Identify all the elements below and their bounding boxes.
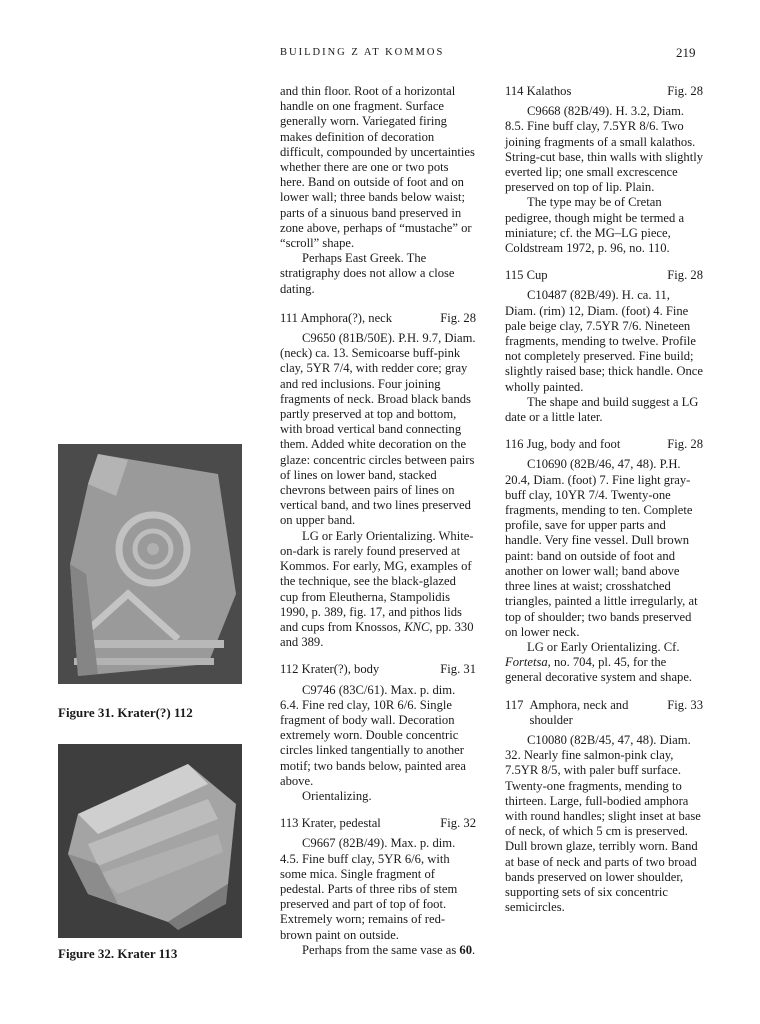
entry-title: Krater(?), body [301,662,380,677]
entry-fig-ref: Fig. 28 [667,268,703,283]
entry-112-description: C9746 (83C/61). Max. p. dim. 6.4. Fine red clay, 10R 6/6. Single fragment of body wall. Decoration extremely worn. Double concentric circles linked tangentially to another motif; two bands below, painted area above. [280,682,466,788]
entry-116-heading [505,437,703,452]
entry-114-heading [505,84,703,99]
entry-title: Amphora, neck and shoulder [529,697,629,727]
entry-number: 114 [505,84,524,98]
entry-112-note: Orientalizing. [302,788,372,803]
entry-fig-ref: Fig. 31 [440,662,476,677]
entry-number: 116 [505,437,524,452]
figure-32-photo [58,744,242,938]
entry-116-description: C10690 (82B/46, 47, 48). P.H. 20.4, Diam. (foot) 7. Fine light gray-buff clay, 10YR 7/4. Twenty-one fragments, mending to ten. Complete profile, save for upper parts and handle. Very fine vessel. Dull brown paint: band on outside of foot and another on lower wall; band above three lines at waist; crosshatched triangles, painted a little irregularly, at top of shoulder; two bands preserved on lower neck. [505,457,698,639]
entry-number: 115 [505,268,524,283]
entry-114-note: The type may be of Cretan pedigree, though might be termed a miniature; cf. the MG–LG piece, Coldstream 1972, p. 96, no. 110. [505,195,685,256]
entry-111-heading [280,311,476,326]
entry-113-description: C9667 (82B/49). Max. p. dim. 4.5. Fine buff clay, 5YR 6/6, with some mica. Single fragment of pedestal. Parts of three ribs of stem preserved and part of top of foot. Extremely worn; remains of red-brown paint on outside. [280,836,458,942]
entry-115-heading [505,268,703,283]
entry-113-heading [280,816,476,831]
figure-31-photo [58,444,242,684]
entry-number: 111 [280,310,298,325]
entry-115-description: C10487 (82B/49). H. ca. 11, Diam. (rim) 12, Diam. (foot) 4. Fine pale beige clay, 7.5YR 7/6. Nineteen fragments, mending to twelve. Profile not completely preserved. Fine build; slightly raised base; thick handle. Once wholly painted. [505,288,703,394]
entry-number: 113 [280,816,299,831]
running-head: BUILDING Z AT KOMMOS [280,47,445,58]
entry-fig-ref: Fig. 28 [667,437,703,452]
entry-115-note: The shape and build suggest a LG date or a little later. [505,394,699,425]
entry-number: 117 [505,697,524,712]
continuation-note: Perhaps East Greek. The stratigraphy does not allow a close dating. [280,251,455,296]
entry-fig-ref: Fig. 28 [440,310,476,325]
entry-116-note: LG or Early Orientalizing. Cf. Fortetsa, no. 704, pl. 45, for the general decorative system and shape. [505,639,693,685]
entry-fig-ref: Fig. 28 [667,84,703,98]
figure-32-caption: Figure 32. Krater 113 [58,946,178,961]
continuation-text: and thin floor. Root of a horizontal handle on one fragment. Surface generally worn. Variegated firing makes definition of decoration difficult, compounded by uncertainties whether there are one or two pots here. Band on outside of foot and on lower wall; three bands below waist; parts of a sinuous band preserved in zone above, perhaps of “mustache” or “scroll” shape. [280,84,475,251]
entry-117-description: C10080 (82B/45, 47, 48). Diam. 32. Nearly fine salmon-pink clay, 7.5YR 8/5, with paler buff surface. Twenty-one fragments, mending to thirteen. Large, full-bodied amphora with round handles; slight inset at base of neck, of which 5 cm is preserved. Dull brown glaze, terribly worn. Band at base of neck and parts of two broad bands preserved on lower shoulder, supporting sets of six concentric semicircles. [505,732,701,915]
entry-fig-ref: Fig. 32 [440,816,476,831]
entry-title: Kalathos [526,84,572,98]
krater-fragment-113-image [58,744,242,938]
entry-111-note: LG or Early Orientalizing. White-on-dark is rarely found preserved at Kommos. For early, MG, examples of the technique, see the black-glazed cup from Eleutherna, Stampolidis 1990, p. 389, fig. 17, and pithos lids and cups from Knossos, KNC, pp. 330 and 389. [280,528,474,650]
entry-title: Amphora(?), neck [300,310,393,325]
middle-column [280,84,476,958]
entry-113-note: Perhaps from the same vase as 60. [302,942,476,957]
entry-title: Cup [526,268,548,283]
entry-fig-ref: Fig. 33 [667,697,703,712]
entry-title: Jug, body and foot [526,437,621,452]
entry-111-description: C9650 (81B/50E). P.H. 9.7, Diam. (neck) ca. 13. Semicoarse buff-pink clay, 5YR 7/4, with redder core; gray and red inclusions. Four joining fragments of neck. Broad black bands partly preserved at top and bottom, with broad vertical band connecting them. Added white decoration on the glaze: concentric circles between pairs of lines on lower band, stacked chevrons between pairs of lines on vertical band, and two lines preserved on upper band. [280,331,476,528]
entry-114-description: C9668 (82B/49). H. 3.2, Diam. 8.5. Fine buff clay, 7.5YR 8/6. Two joining fragments of a small kalathos. String-cut base, thin walls with slightly everted lip; one small excrescence preserved on top of lip. Plain. [505,104,703,195]
figure-31-caption: Figure 31. Krater(?) 112 [58,705,193,720]
entry-112-heading [280,662,476,677]
krater-fragment-112-image [58,444,242,684]
entry-117-heading [505,698,703,728]
entry-number: 112 [280,662,299,677]
entry-title: Krater, pedestal [301,816,381,831]
page-number: 219 [676,45,696,60]
right-column [505,84,703,915]
